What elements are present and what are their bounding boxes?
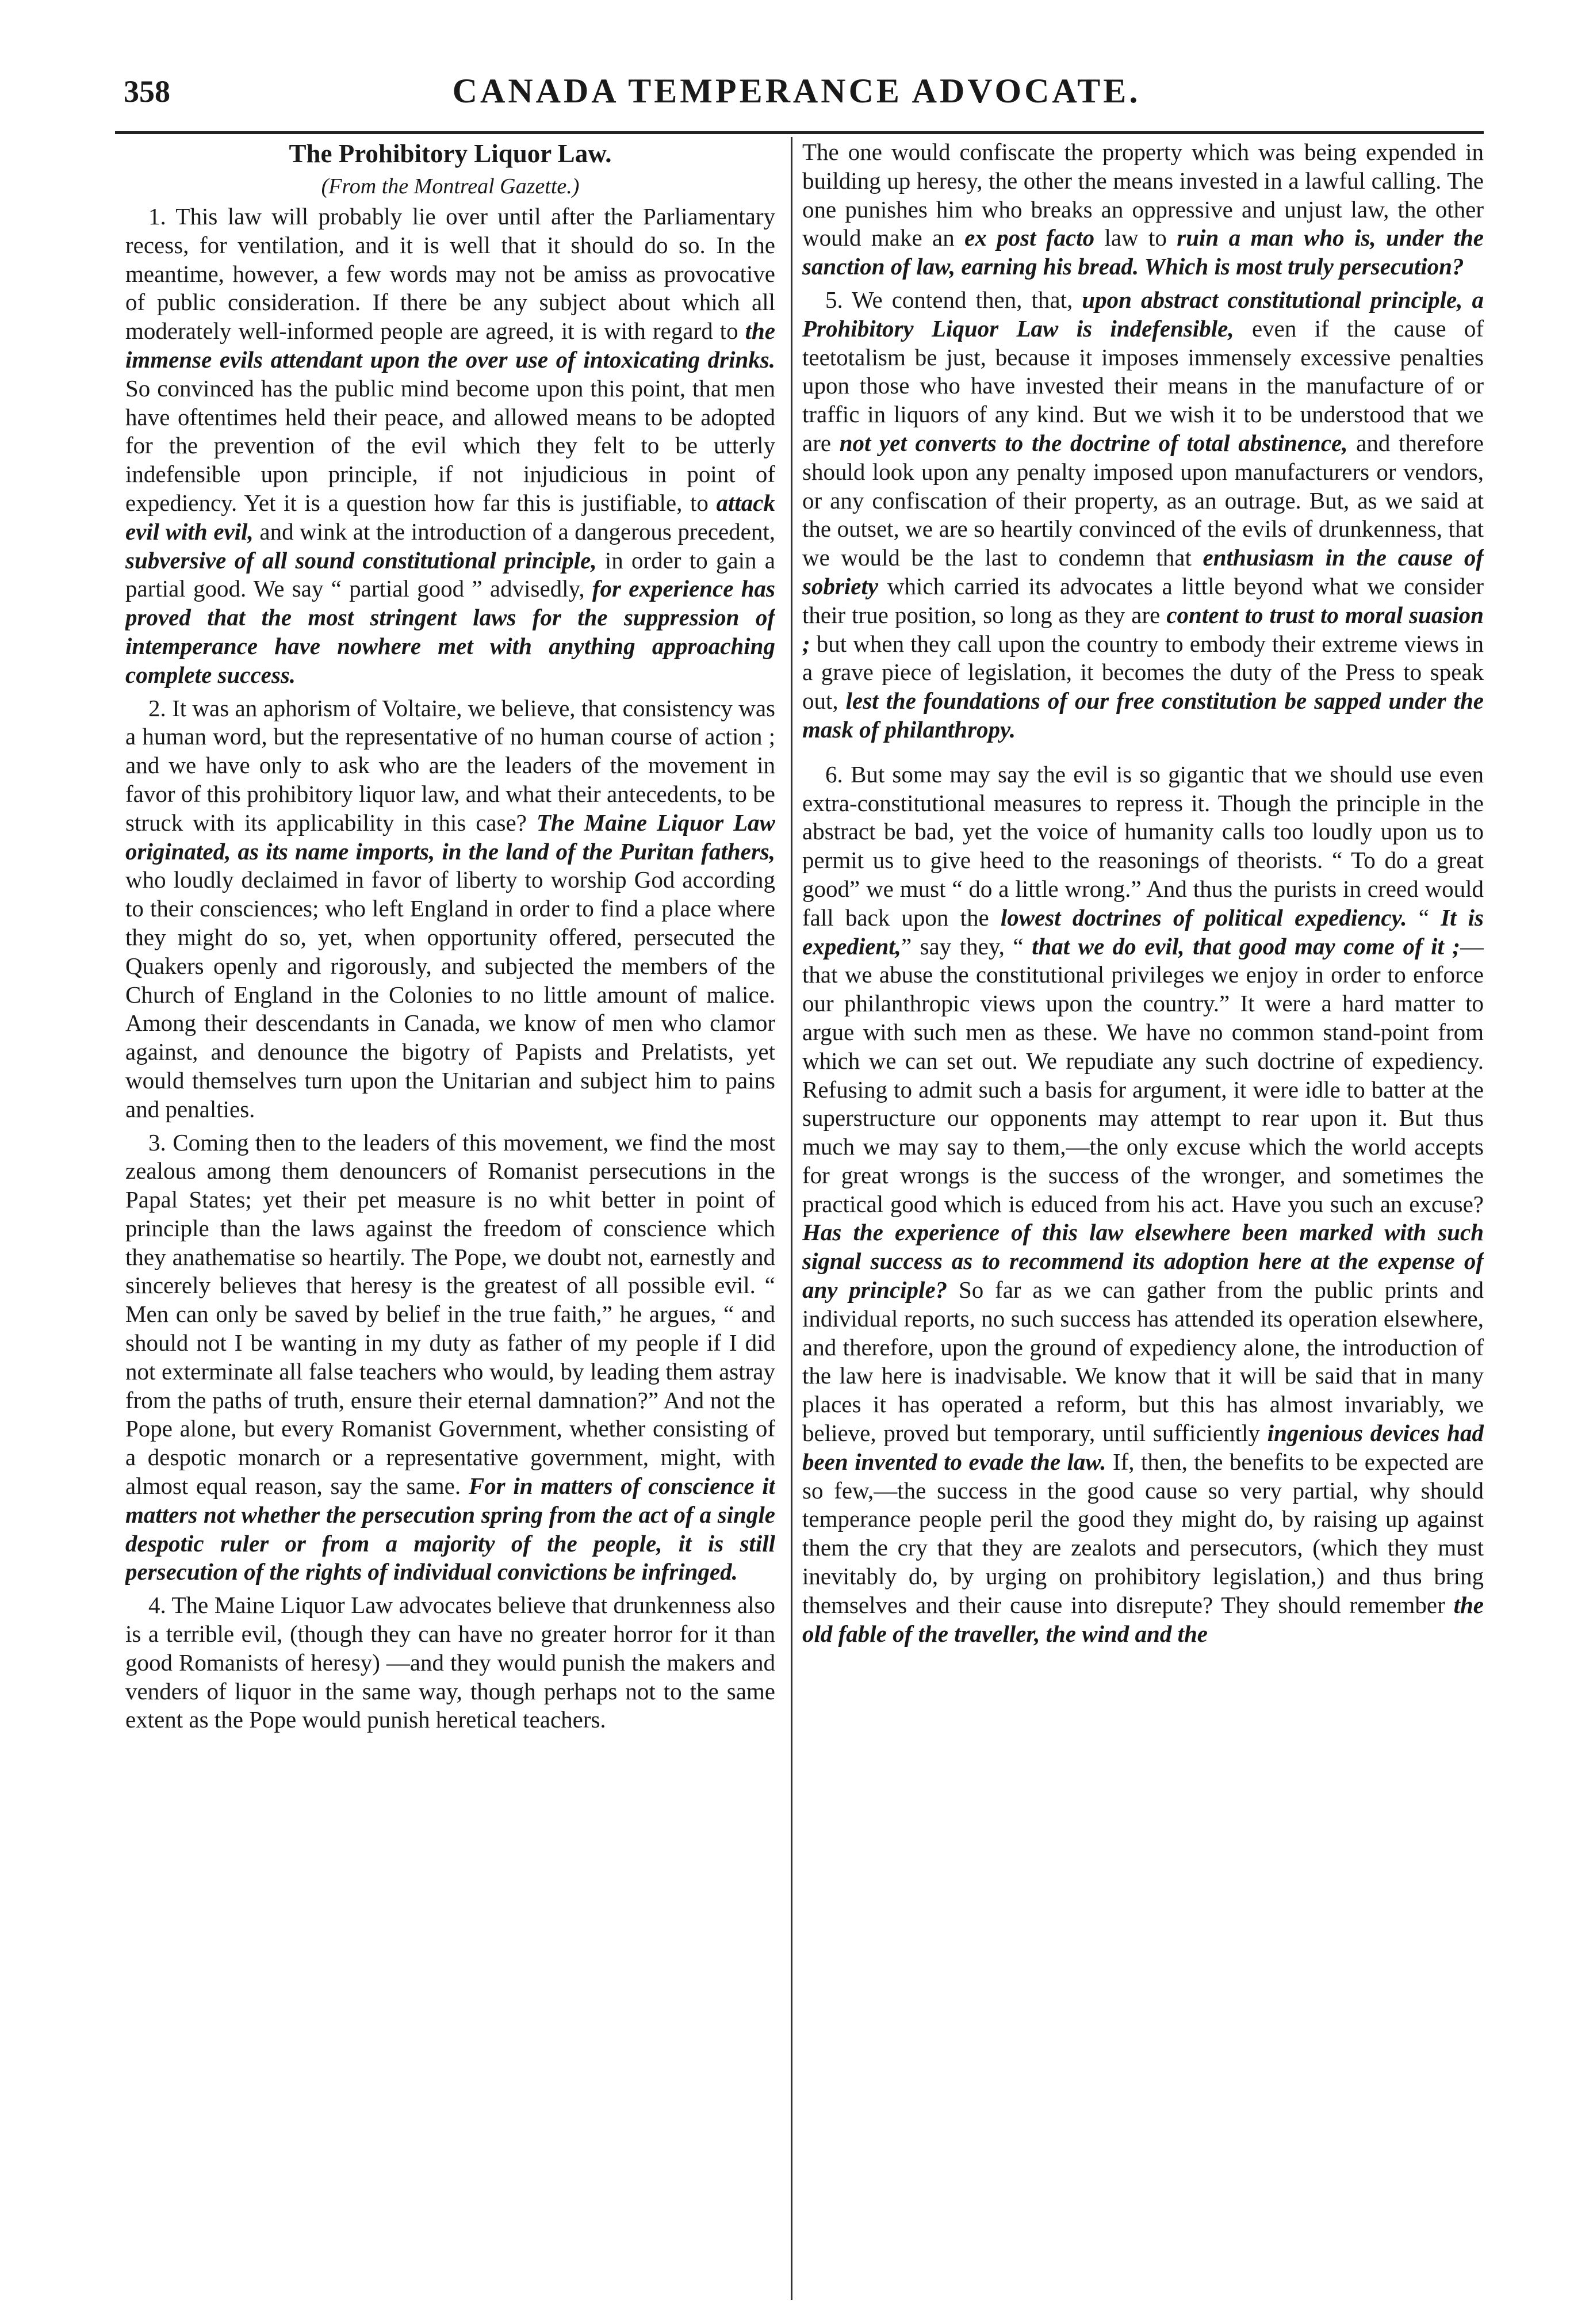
page-number: 358: [124, 74, 170, 109]
column-divider: [791, 137, 792, 2300]
italic-text: ruin a man who is, under the sanction of law, earning his bread. Which is most truly persecution?: [802, 224, 1484, 280]
left-column: [125, 138, 775, 2301]
italic-text: Has the experience of this law elsewhere been marked with such signal success as to recommend its adoption here at the expense of any principle?: [802, 1219, 1484, 1304]
article-paragraph: [125, 1591, 775, 1734]
text-run: law to: [1094, 224, 1177, 251]
italic-text: that we do evil, that good may come of it ;: [1032, 932, 1460, 960]
text-run: who loudly declaimed in favor of liberty to worship God according to their consciences; who left England in order to find a place where they might do so, yet, when opportunity offered, persecuted the Quakers openly and rigorously, and subjected the members of the Church of England in the Colonies to no little amount of malice. Among their descendants in Canada, we know of men who clamor against, and denounce the bigotry of Papists and Prelatists, yet would themselves turn upon the Unitarian and subject him to pains and penalties.: [125, 866, 775, 1122]
text-run: 6. But some may say the evil is so gigantic that we should use even extra-constitutional measures to repress it. Though the principle in the abstract be bad, yet the voice of humanity calls too loudly upon us to permit us to give heed to the reasonings of theorists. “ To do a great good” we must “ do a little wrong.” And thus the purists in creed would fall back upon the: [802, 760, 1484, 931]
article-paragraph: [125, 1129, 775, 1587]
italic-text: content to trust to moral suasion ;: [802, 601, 1484, 657]
text-run: and therefore should look upon any penalty imposed upon manufacturers or vendors, or any confiscation of their property, as an outrage. But, as we said at the outset, we are so heartily convinced of the evils of drunkenness, that we would be the last to condemn that: [802, 429, 1484, 571]
italic-text: for experience has proved that the most stringent laws for the suppression of intemperance have nowhere met with anything approaching complete success.: [125, 575, 775, 688]
italic-text: subversive of all sound constitutional principle,: [125, 546, 597, 574]
italic-text: enthusiasm in the cause of sobriety: [802, 544, 1484, 599]
italic-text: ex post facto: [964, 224, 1095, 251]
italic-text: ingenious devices had been invented to evade the law.: [802, 1420, 1484, 1475]
italic-text: upon abstract constitutional principle, a Prohibitory Liquor Law is indefensible,: [802, 286, 1484, 342]
italic-text: not yet converts to the doctrine of total abstinence,: [839, 429, 1348, 456]
italic-text: For in matters of conscience it matters not whether the persecution spring from the act of a single despotic ruler or from a majority of the people, it is still persecution of the rights of individual convictions be infringed.: [125, 1473, 775, 1585]
text-run: which carried its advocates a little beyond what we consider their true position, so long as they are: [802, 572, 1484, 628]
running-title: CANADA TEMPERANCE ADVOCATE.: [452, 72, 1141, 110]
text-run: So far as we can gather from the public prints and individual reports, no such success has attended its operation elsewhere, and therefore, upon the ground of expediency alone, the introduction of the law here is inadvisable. We know that it will be said that in many places it has operated a reform, but this has almost invariably, we believe, proved but temporary, until sufficiently: [802, 1276, 1484, 1447]
article-paragraph: [125, 202, 775, 690]
italic-text: lowest doctrines of political expediency.: [1000, 904, 1407, 931]
text-run: — that we abuse the constitutional privileges we enjoy in order to enforce our philanthropic views upon the country.” It were a hard matter to argue with such men as these. We have no common stand-point from which we can set out. We repudiate any such doctrine of expediency. Refusing to admit such a basis for argument, it were idle to batter at the superstructure our opponents may attempt to rear upon it. But thus much we may say to them,—the only excuse which the world accepts for great wrongs is the success of the wronger, and sometimes the practical good which is educed from his act. Have you such an excuse?: [802, 932, 1484, 1217]
text-run: So convinced has the public mind become upon this point, that men have oftentimes held their peace, and allowed means to be adopted for the prevention of the evil which they felt to be utterly indefensible upon principle, if not injudicious in point of expediency. Yet it is a question how far this is justifiable, to: [125, 374, 775, 516]
italic-text: It is expedient,: [802, 904, 1484, 960]
text-run: 4. The Maine Liquor Law advocates believe that drunkenness also is a terrible evil, (though they can have no greater horror for it than good Romanists of heresy) —and they would punish the makers and venders of liquor in the same way, though perhaps not to the same extent as the Pope would punish heretical teachers.: [125, 1592, 775, 1733]
right-column: [802, 138, 1484, 2301]
right-column-text: [802, 138, 1484, 1648]
text-run: 2. It was an aphorism of Voltaire, we believe, that consistency was a human word, but the representative of no human course of action ; and we have only to ask who are the leaders of the movement in favor of this prohibitory liquor law, and what their antecedents, to be struck with its applicability in this case?: [125, 694, 775, 836]
text-run: 5. We contend then, that,: [825, 286, 1082, 313]
text-run: even if the cause of teetotalism be just, because it imposes immensely excessive penalties upon those who have invested their means in the manufacture of or traffic in liquors of any kind. But we wish it to be understood that we are: [802, 315, 1484, 456]
text-run: The one would confiscate the property which was being expended in building up heresy, the other the means invested in a lawful calling. The one punishes him who breaks an oppressive and unjust law, the other would make an: [802, 139, 1484, 251]
header-rule: [115, 131, 1484, 134]
text-run: 3. Coming then to the leaders of this movement, we find the most zealous among them denouncers of Romanist persecutions in the Papal States; yet their pet measure is no whit better in point of principle than the laws against the freedom of conscience which they anathematise so heartily. The Pope, we doubt not, earnestly and sincerely believes that heresy is the greatest of all possible evil. “ Men can only be saved by belief in the true faith,” he argues, “ and should not I be wanting in my duty as father of my people if I did not exterminate all false teachers who would, by leading them astray from the paths of truth, ensure their eternal damnation?” And not the Pope alone, but every Romanist Government, whether consisting of a despotic monarch or a representative government, might, with almost equal reason, say the same.: [125, 1129, 775, 1500]
article-paragraph: [802, 138, 1484, 281]
text-run: “: [1407, 904, 1441, 931]
text-run: 1. This law will probably lie over until after the Parliamentary recess, for ventilation, and it is well that it should do so. In the meantime, however, a few words may not be amiss as provocative of public consideration. If there be any subject about which all moderately well-informed people are agreed, it is with regard to: [125, 203, 775, 345]
italic-text: attack evil with evil,: [125, 489, 775, 545]
italic-text: the immense evils attendant upon the over use of intoxicating drinks.: [125, 318, 775, 373]
article-source: (From the Montreal Gazette.): [321, 174, 580, 198]
text-run: ” say they, “: [901, 932, 1032, 960]
italic-text: lest the foundations of our free constitution be sapped under the mask of philanthropy.: [802, 687, 1484, 743]
article-paragraph: [802, 760, 1484, 1649]
italic-text: The Maine Liquor Law originated, as its name imports, in the land of the Puritan fathers,: [125, 809, 775, 865]
article-paragraph: [125, 694, 775, 1124]
text-run: If, then, the benefits to be expected are so few,—the success in the good cause so very partial, why should temperance people peril the good they might do, by raising up against them the cry that they are zealots and persecutors, (which they must inevitably do, by urging on prohibitory legislation,) and thus bring themselves and their cause into disrepute? They should remember: [802, 1448, 1484, 1618]
text-run: and wink at the introduction of a dangerous precedent,: [253, 518, 775, 545]
left-column-text: [125, 202, 775, 1734]
text-run: but when they call upon the country to embody their extreme views in a grave piece of legislation, it becomes the duty of the Press to speak out,: [802, 630, 1484, 714]
article-title: The Prohibitory Liquor Law.: [289, 139, 612, 168]
italic-text: the old fable of the traveller, the wind and the: [802, 1591, 1484, 1647]
text-run: in order to gain a partial good. We say “ partial good ” advisedly,: [125, 546, 775, 602]
article-paragraph: [802, 286, 1484, 744]
